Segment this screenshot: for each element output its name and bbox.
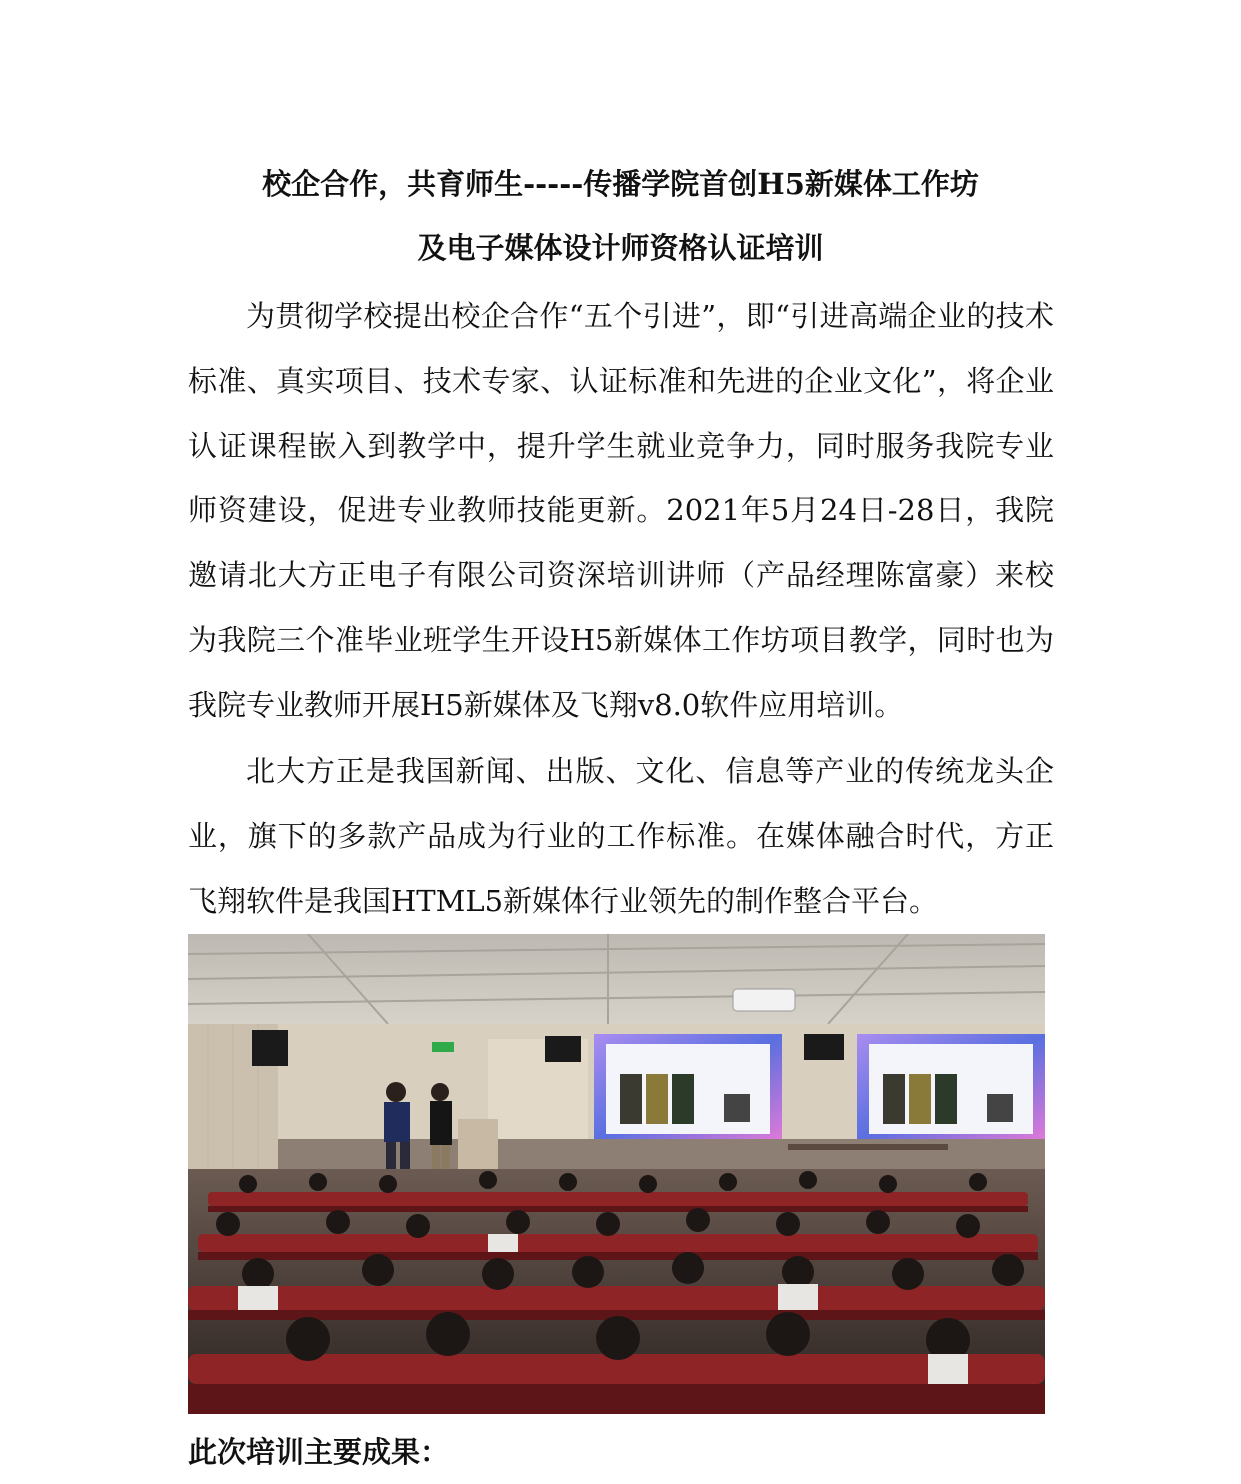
document-title-line-2: 及电子媒体设计师资格认证培训	[417, 231, 824, 265]
body-paragraph-founder	[188, 739, 1054, 933]
training-classroom-photo	[188, 934, 1045, 1414]
body-paragraph-intro	[188, 284, 1054, 738]
paragraph-1: 为贯彻学校提出校企合作“五个引进”，即“引进高端企业的技术标准、真实项目、技术专家、认证标准和先进的企业文化”，将企业认证课程嵌入到教学中，提升学生就业竞争力，同时服务我院专业师资建设，促进专业教师技能更新。2021年5月24日-28日，我院邀请北大方正电子有限公司资深培训讲师（产品经理陈富豪）来校为我院三个准毕业班学生开设H5新媒体工作坊项目教学，同时也为我院专业教师开展H5新媒体及飞翔v8.0软件应用培训。	[188, 299, 1054, 722]
paragraph-2: 北大方正是我国新闻、出版、文化、信息等产业的传统龙头企业，旗下的多款产品成为行业的工作标准。在媒体融合时代，方正飞翔软件是我国HTML5新媒体行业领先的制作整合平台。	[188, 754, 1054, 918]
results-heading: 此次培训主要成果：	[188, 1435, 450, 1469]
document-title-line-1: 校企合作，共育师生-----传播学院首创H5新媒体工作坊	[262, 167, 979, 201]
